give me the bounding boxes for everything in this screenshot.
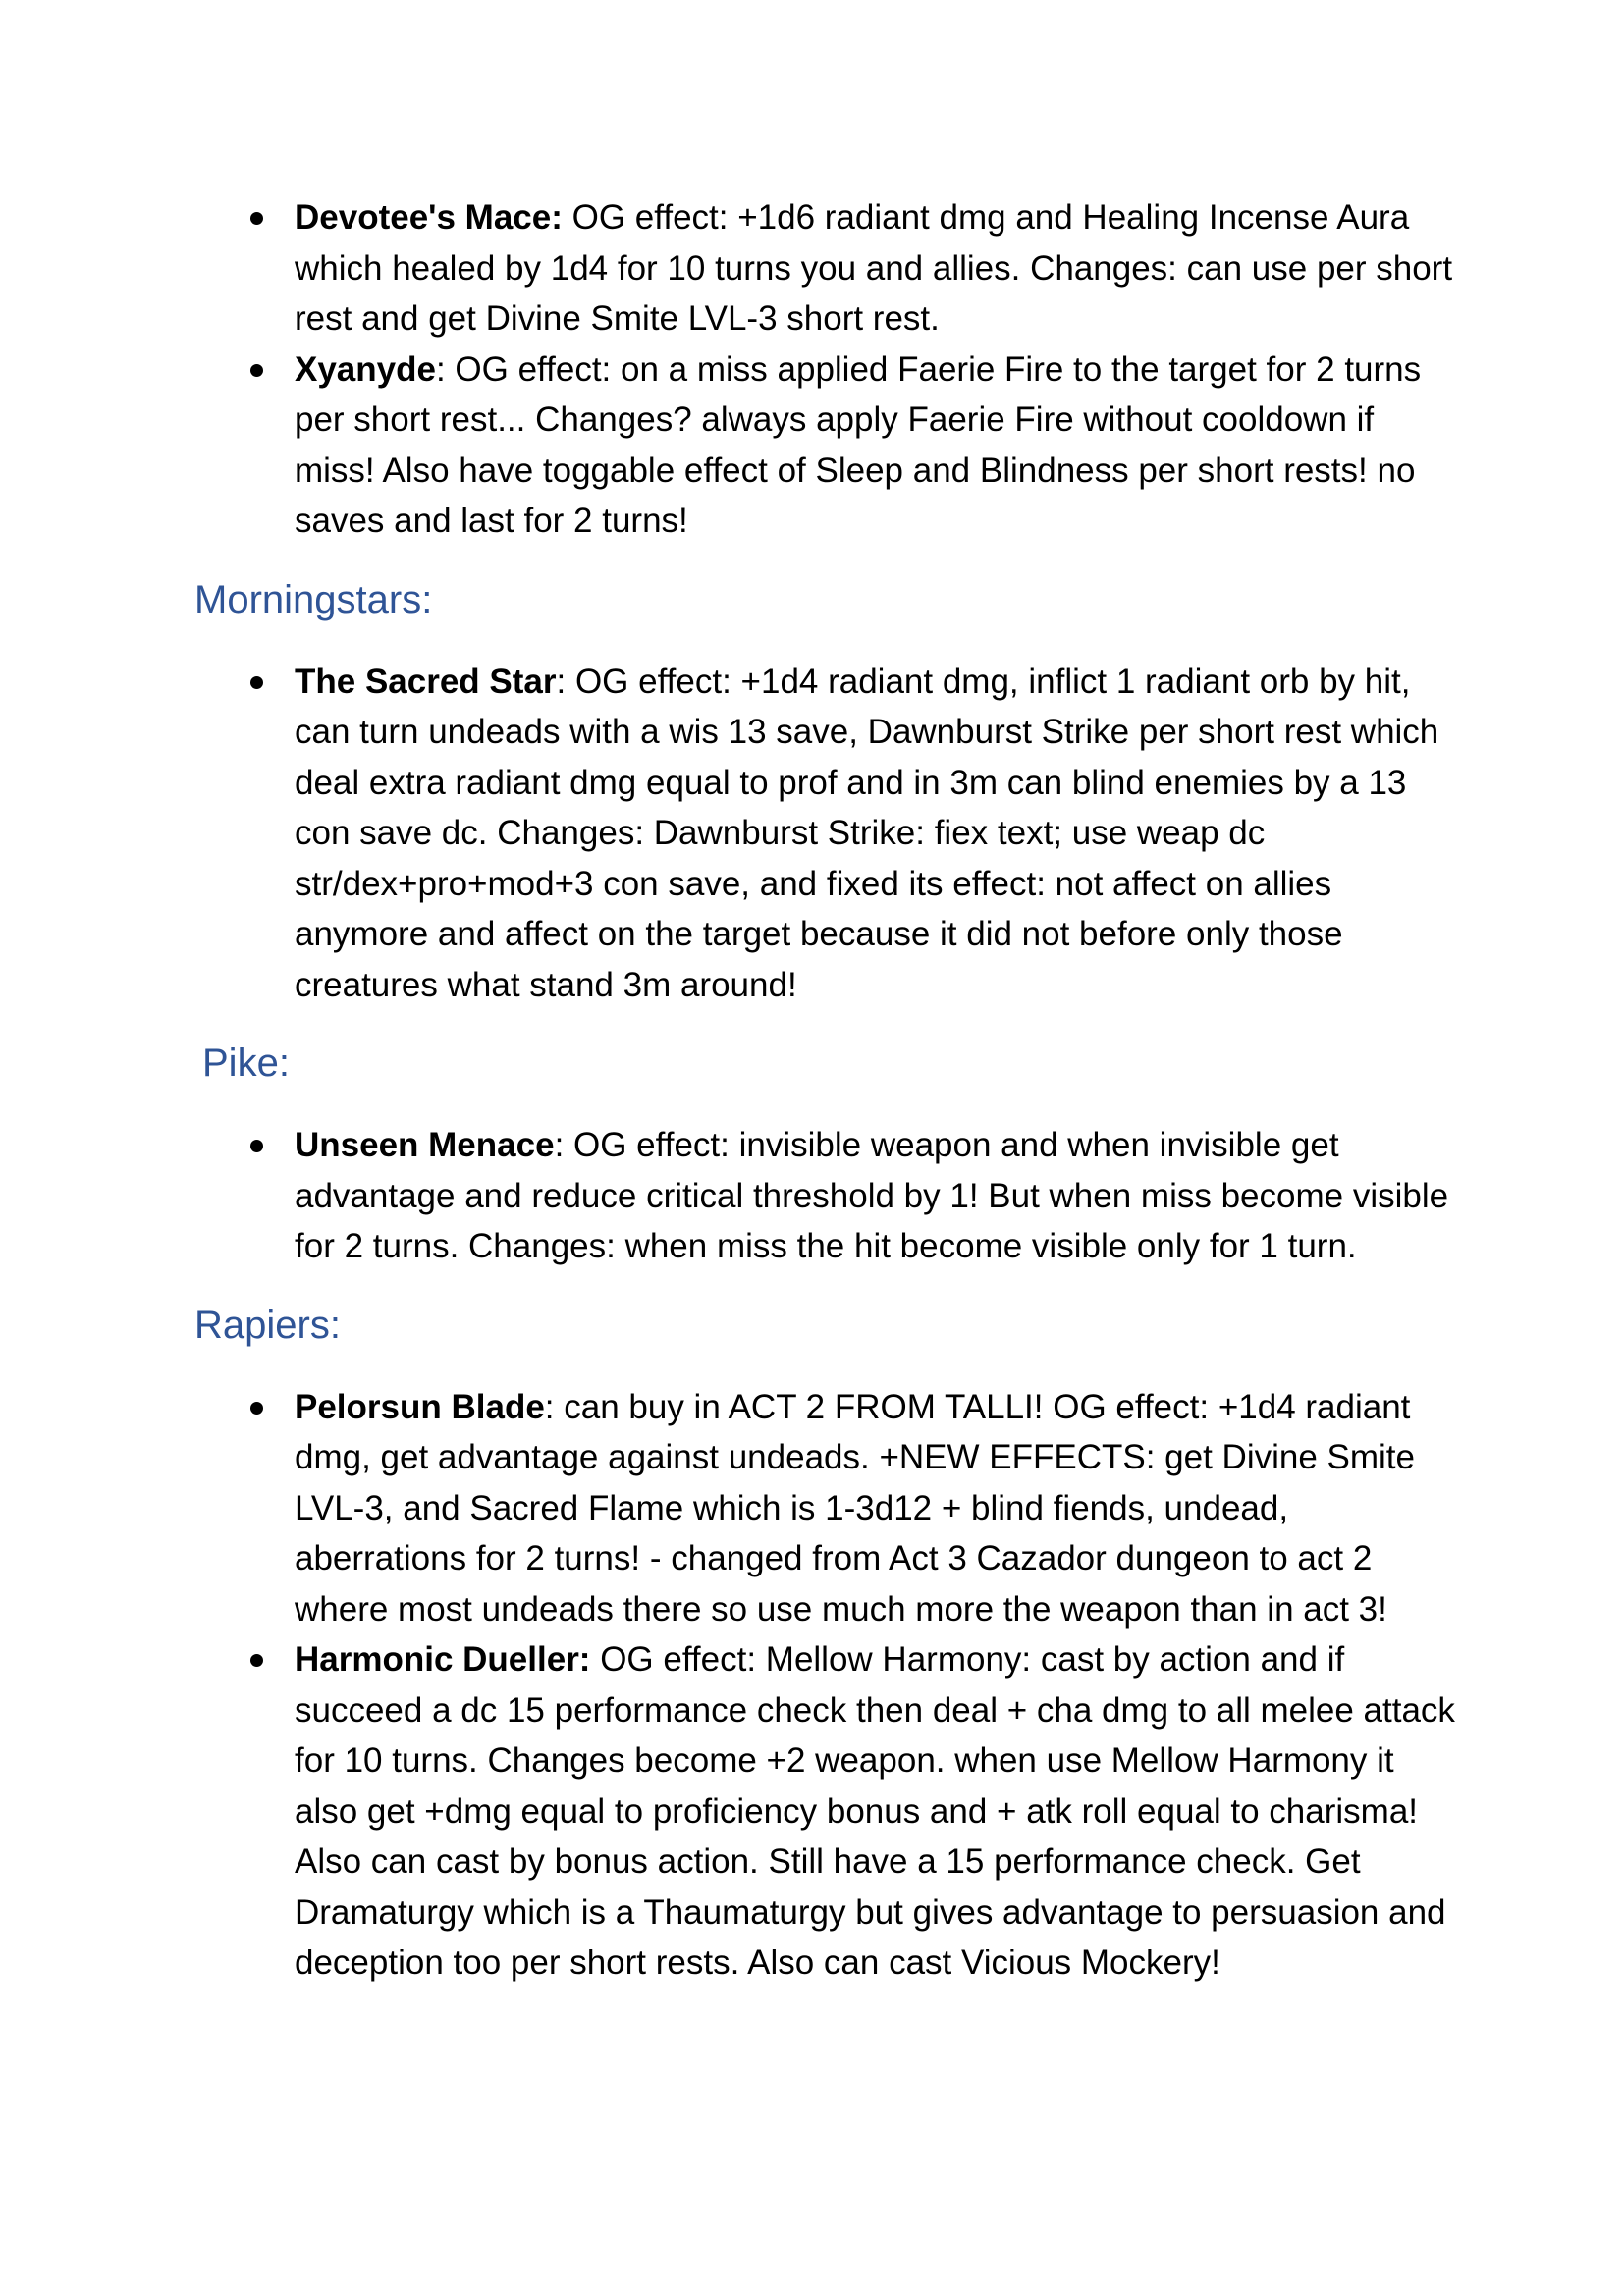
morningstars-list: [194, 657, 1461, 1011]
list-item: [194, 657, 1461, 1011]
item-name: Xyanyde: [295, 349, 436, 389]
bullet-icon: [250, 1140, 263, 1152]
item-name: Unseen Menace: [295, 1126, 555, 1164]
list-item: [194, 192, 1461, 345]
bullet-icon: [250, 1654, 263, 1667]
item-name: Devotee's Mace:: [295, 198, 563, 237]
bullet-icon: [250, 212, 263, 225]
bullet-icon: [250, 1402, 263, 1415]
item-name: Harmonic Dueller:: [295, 1640, 591, 1679]
top-weapon-list: [194, 192, 1461, 547]
bullet-icon: [250, 364, 263, 377]
list-item: [194, 345, 1461, 547]
list-item: [194, 1120, 1461, 1272]
item-name: Pelorsun Blade: [295, 1387, 545, 1426]
pike-list: [194, 1120, 1461, 1272]
item-description: OG effect: Mellow Harmony: cast by action and if succeed a dc 15 performance check then deal + cha dmg to all melee attack for 10 turns. Changes become +2 weapon. when use Mellow Harmony it also get +dmg equal to proficiency bonus and + atk roll equal to charisma! Also can cast by bonus action. Still have a 15 performance check. Get Dramaturgy which is a Thaumaturgy but gives advantage to persuasion and deception too per short rests. Also can cast Vicious Mockery!: [295, 1640, 1455, 1982]
list-item: [194, 1382, 1461, 1635]
item-name: The Sacred Star: [295, 662, 557, 701]
item-description: OG effect: +1d6 radiant dmg and Healing Incense Aura which healed by 1d4 for 10 turns you and allies. Changes: can use per short rest and get Divine Smite LVL-3 short rest.: [295, 198, 1453, 338]
section-heading-rapiers: Rapiers:: [194, 1303, 341, 1347]
item-description: : can buy in ACT 2 FROM TALLI! OG effect: +1d4 radiant dmg, get advantage against undeads. +NEW EFFECTS: get Divine Smite LVL-3, and Sacred Flame which is 1-3d12 + blind fiends, undead, aberrations for 2 turns! - changed from Act 3 Cazador dungeon to act 2 where most undeads there so use much more the weapon than in act 3!: [295, 1387, 1415, 1629]
rapiers-list: [194, 1382, 1461, 1989]
item-description: : OG effect: +1d4 radiant dmg, inflict 1 radiant orb by hit, can turn undeads with a wis 13 save, Dawnburst Strike per short rest which deal extra radiant dmg equal to prof and in 3m can blind enemies by a 13 con save dc. Changes: Dawnburst Strike: fiex text; use weap dc str/dex+pro+mod+3 con save, and fixed its effect: not affect on allies anymore and affect on the target because it did not before only those creatures what stand 3m around!: [295, 662, 1439, 1004]
item-description: : OG effect: on a miss applied Faerie Fire to the target for 2 turns per short rest... Changes? always apply Faerie Fire without cooldown if miss! Also have toggable effect of Sleep and Blindness per short rests! no saves and last for 2 turns!: [295, 349, 1422, 540]
item-description: : OG effect: invisible weapon and when invisible get advantage and reduce critical threshold by 1! But when miss become visible for 2 turns. Changes: when miss the hit become visible only for 1 turn.: [295, 1126, 1449, 1265]
page-content: [194, 192, 1461, 1989]
section-heading-morningstars: Morningstars:: [194, 577, 433, 621]
section-heading-pike: Pike:: [202, 1041, 290, 1085]
list-item: [194, 1634, 1461, 1989]
bullet-icon: [250, 676, 263, 689]
